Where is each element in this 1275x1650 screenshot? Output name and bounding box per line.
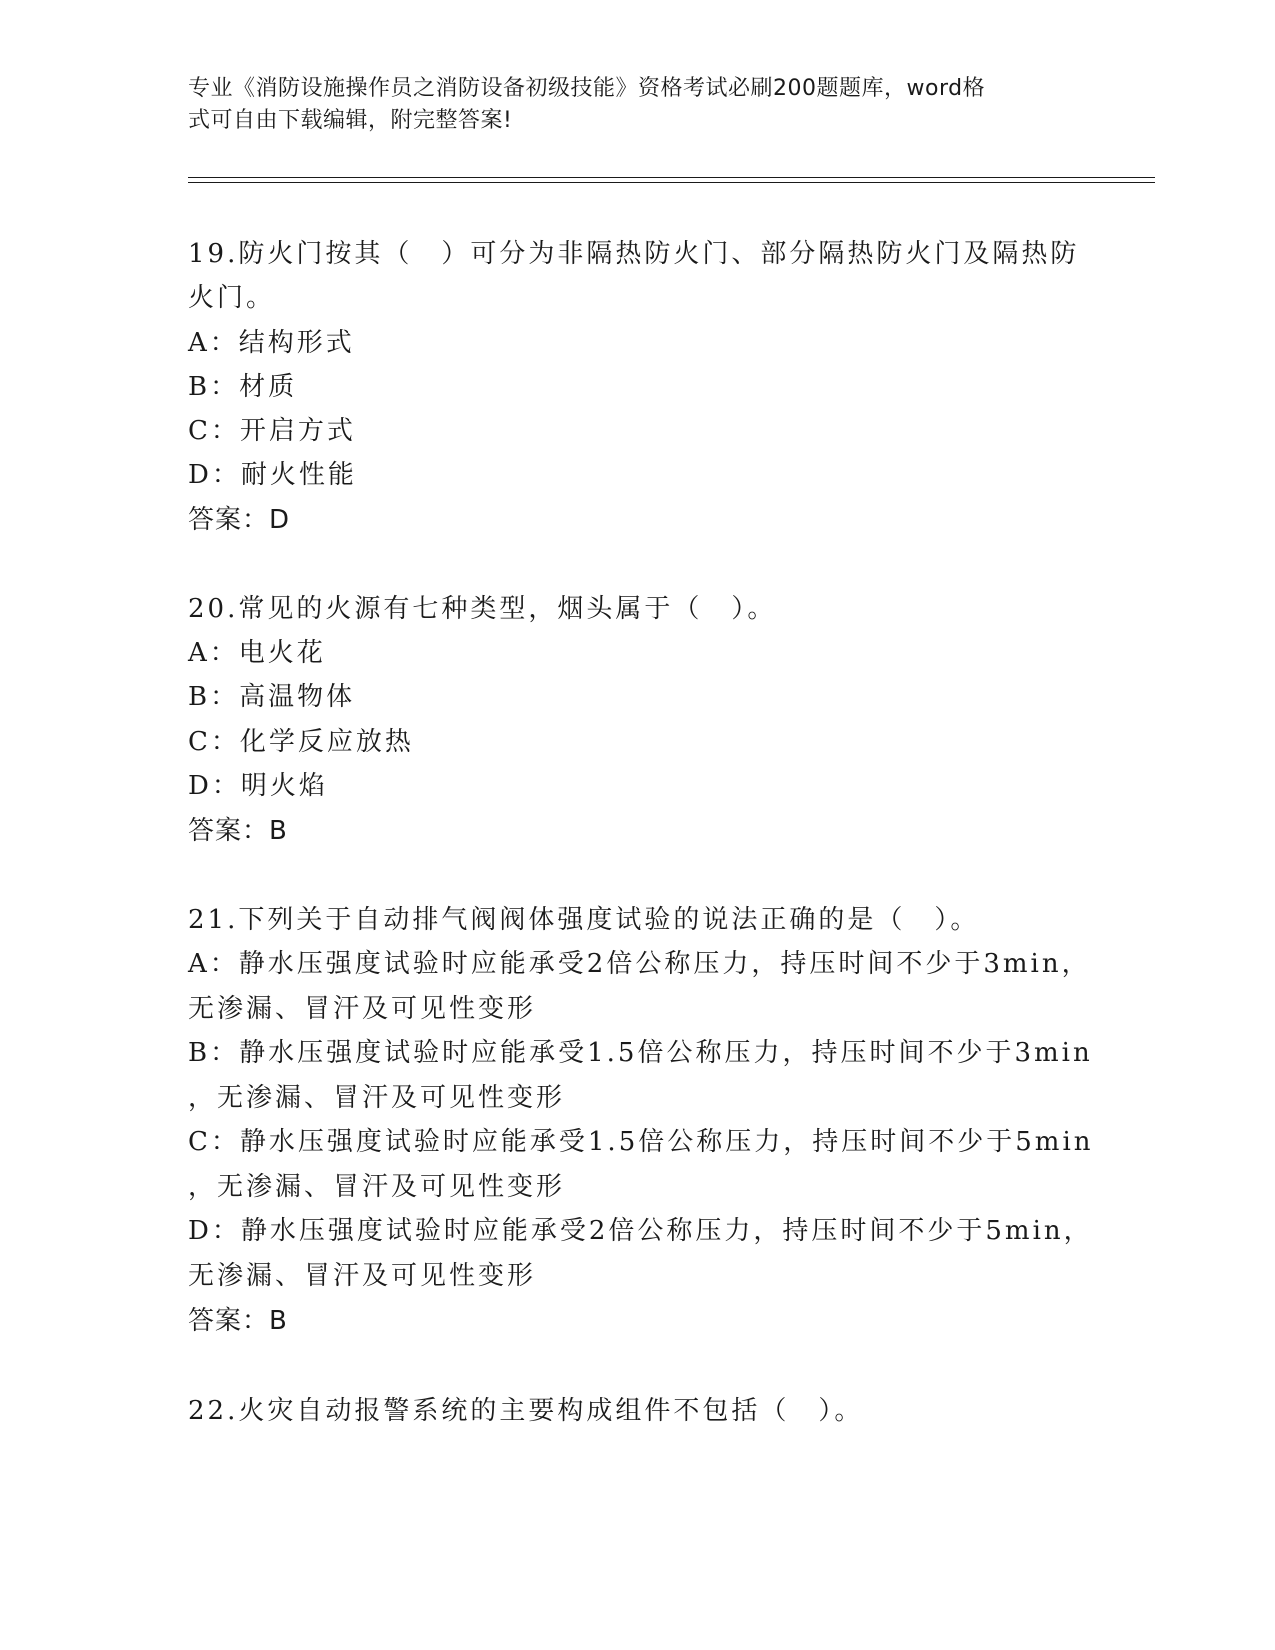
question-19-option-d: D：耐火性能 [188, 460, 357, 490]
question-21-option-d-cont: 无渗漏、冒汗及可见性变形 [188, 1261, 537, 1291]
header-divider-bottom [188, 182, 1155, 183]
question-20-option-c: C：化学反应放热 [188, 727, 414, 757]
question-21-option-d: D：静水压强度试验时应能承受2倍公称压力，持压时间不少于5min， [188, 1216, 1093, 1246]
question-19-option-b: B：材质 [188, 372, 298, 402]
question-20-option-b: B：高温物体 [188, 682, 356, 712]
question-20-stem: 20.常见的火源有七种类型，烟头属于（ ）。 [188, 594, 777, 624]
question-20-option-a: A：电火花 [188, 638, 326, 668]
document-header [188, 73, 1068, 137]
question-19-stem-line-2: 火门。 [188, 283, 276, 313]
question-19-answer: 答案：D [188, 505, 291, 535]
question-21-option-a: A：静水压强度试验时应能承受2倍公称压力，持压时间不少于3min， [188, 949, 1091, 979]
question-21-stem: 21.下列关于自动排气阀阀体强度试验的说法正确的是（ ）。 [188, 905, 980, 935]
question-19-stem-line-1: 19.防火门按其（ ）可分为非隔热防火门、部分隔热防火门及隔热防 [188, 239, 1080, 269]
question-21-option-c: C：静水压强度试验时应能承受1.5倍公称压力，持压时间不少于5min [188, 1127, 1094, 1157]
question-21-option-b: B：静水压强度试验时应能承受1.5倍公称压力，持压时间不少于3min [188, 1038, 1093, 1068]
header-line-2: 式可自由下载编辑，附完整答案! [188, 108, 513, 133]
question-21-option-c-cont: ，无渗漏、冒汗及可见性变形 [188, 1172, 566, 1202]
question-21-answer: 答案：B [188, 1306, 288, 1336]
question-20-answer: 答案：B [188, 816, 288, 846]
question-21-option-b-cont: ，无渗漏、冒汗及可见性变形 [188, 1083, 566, 1113]
question-22-stem: 22.火灾自动报警系统的主要构成组件不包括（ ）。 [188, 1396, 864, 1426]
header-line-1: 专业《消防设施操作员之消防设备初级技能》资格考试必刷200题题库，word格 [188, 76, 986, 101]
question-20-option-d: D：明火焰 [188, 771, 328, 801]
question-21-option-a-cont: 无渗漏、冒汗及可见性变形 [188, 994, 537, 1024]
header-divider-top [188, 177, 1155, 178]
question-19-option-c: C：开启方式 [188, 416, 356, 446]
question-19-option-a: A：结构形式 [188, 328, 355, 358]
